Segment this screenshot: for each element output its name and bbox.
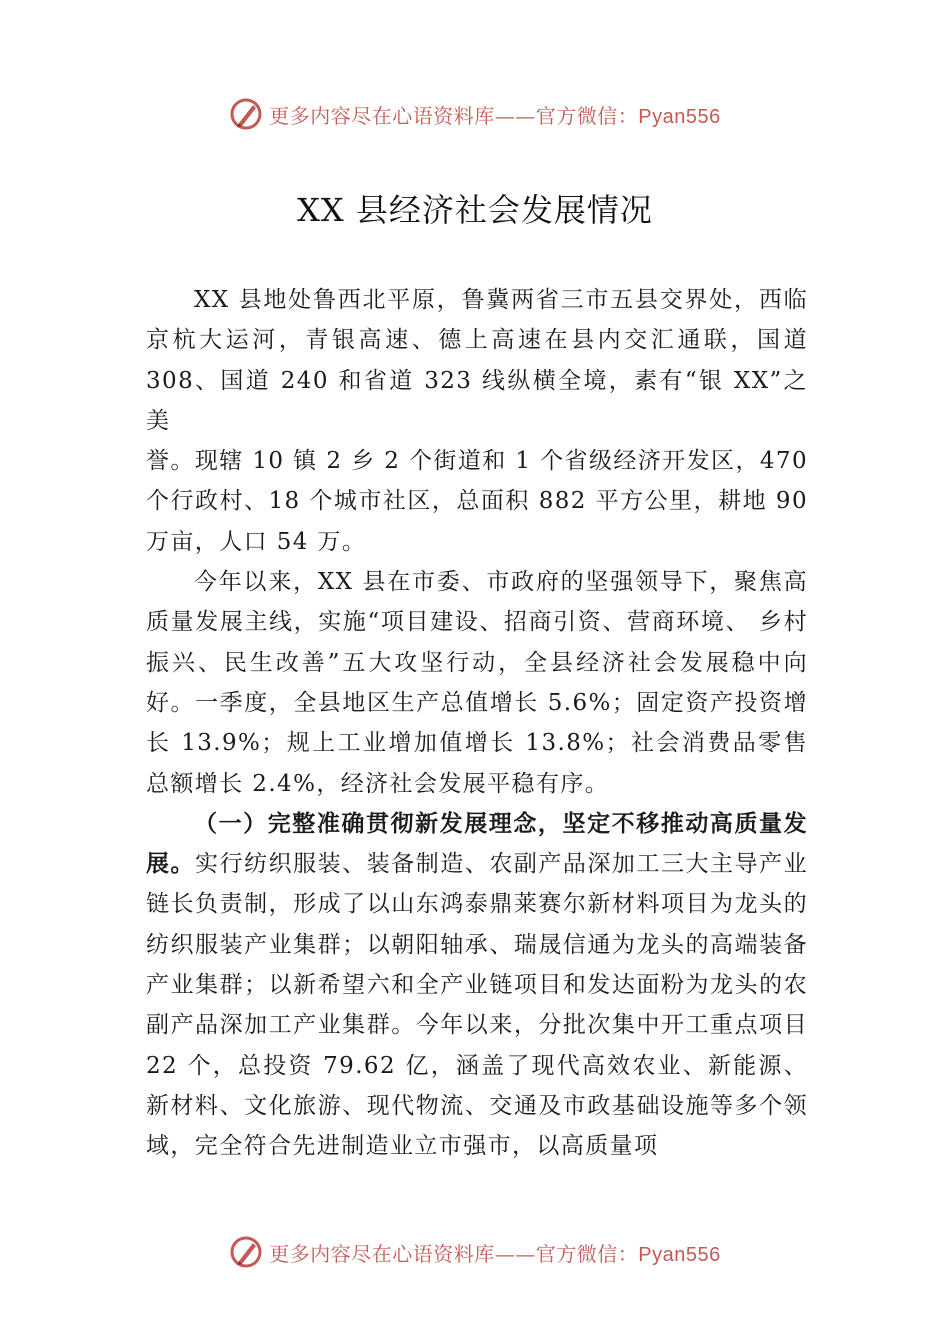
banner-wechat-id: Pyan556 xyxy=(638,105,721,128)
section-1-heading: （一）完整准确贯彻新发展理念，坚定不移推动高质量发展。 xyxy=(146,809,808,878)
document-body xyxy=(146,280,808,1167)
document-title: XX 县经济社会发展情况 xyxy=(297,191,653,229)
paragraph-intro-continued: 誉。现辖 10 镇 2 乡 2 个街道和 1 个省级经济开发区，470 个行政村、18 个城市社区，总面积 882 平方公里，耕地 90 万亩，人口 54 万。 xyxy=(146,448,808,555)
banner-wechat-label: 官方微信： xyxy=(535,103,639,128)
footer-banner xyxy=(0,1232,950,1272)
header-banner xyxy=(0,94,950,134)
banner-promo xyxy=(269,100,720,129)
banner-dash: —— xyxy=(494,1241,536,1266)
paragraph-intro: XX 县地处鲁西北平原，鲁冀两省三市五县交界处，西临京杭大运河，青银高速、德上高速在县内交汇通联，国道 308、国道 240 和省道 323 线纵横全境，素有“银 XX”之美 xyxy=(146,287,808,434)
banner-wechat-id: Pyan556 xyxy=(638,1243,721,1266)
banner-wechat-label: 官方微信： xyxy=(535,1241,639,1266)
paragraph-overview: 今年以来，XX 县在市委、市政府的坚强领导下，聚焦高质量发展主线，实施“项目建设、招商引资、营商环境、 乡村振兴、民生改善”五大攻坚行动，全县经济社会发展稳中向好。一季度，全县地区生产总值增长 5.6%；固定资产投资增长 13.9%；规上工业增加值增长 13.8%；社会消费品零售总额增长 2.4%，经济社会发展平稳有序。 xyxy=(146,569,808,797)
banner-promo-text: 更多内容尽在心语资料库 xyxy=(269,1241,495,1266)
banner-dash: —— xyxy=(494,103,536,128)
section-1 xyxy=(146,804,808,1167)
section-1-body: 实行纺织服装、装备制造、农副产品深加工三大主导产业链长负责制，形成了以山东鸿泰鼎莱赛尔新材料项目为龙头的纺织服装产业集群；以朝阳轴承、瑞晟信通为龙头的高端装备产业集群；以新希望六和全产业链项目和发达面粉为龙头的农副产品深加工产业集群。今年以来，分批次集中开工重点项目 22 个，总投资 79.62 亿，涵盖了现代高效农业、新能源、新材料、文化旅游、现代物流、交通及市政基础设施等多个领域，完全符合先进制造业立市强市，以高质量项 xyxy=(146,851,808,1160)
pen-logo-icon xyxy=(229,97,263,131)
pen-logo-icon xyxy=(229,1235,263,1269)
banner-promo-text: 更多内容尽在心语资料库 xyxy=(269,103,495,128)
banner-promo xyxy=(269,1238,720,1267)
